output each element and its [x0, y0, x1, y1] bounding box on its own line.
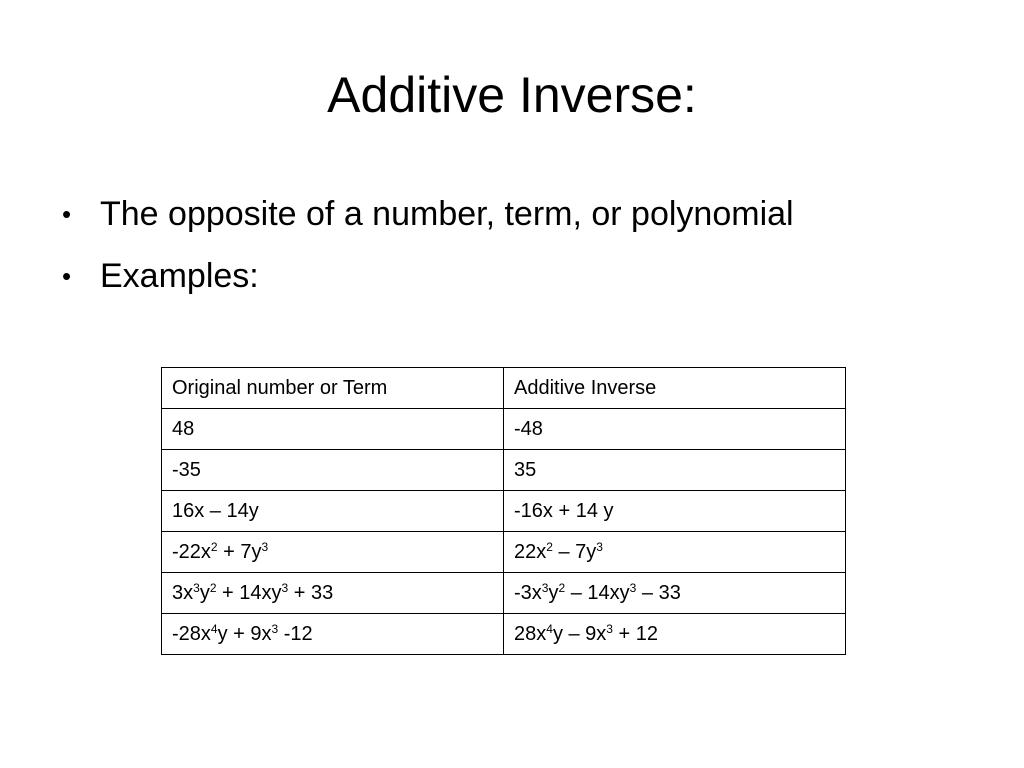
table-header-row	[162, 368, 846, 409]
term-text: 28x	[514, 622, 547, 645]
term-text: -35	[172, 458, 201, 481]
term-text: + 14xy	[216, 581, 282, 604]
term-text: -22x	[172, 540, 211, 563]
header-additive-inverse: Additive Inverse	[504, 368, 846, 409]
table-row	[162, 614, 846, 655]
term-text: – 33	[636, 581, 681, 604]
cell-additive-inverse	[504, 614, 846, 655]
table-row	[162, 532, 846, 573]
term-text: 35	[514, 458, 537, 481]
term-text: -48	[514, 417, 543, 440]
cell-additive-inverse	[504, 409, 846, 450]
exponent: 3	[629, 580, 637, 595]
term-text: -16x + 14 y	[514, 499, 614, 522]
exponent: 2	[210, 539, 218, 554]
cell-original	[162, 491, 504, 532]
term-text: 48	[172, 417, 195, 440]
cell-original	[162, 450, 504, 491]
exponent: 3	[271, 621, 279, 636]
bullet-text: The opposite of a number, term, or polynomial	[100, 195, 794, 233]
table-row	[162, 573, 846, 614]
table-row	[162, 450, 846, 491]
bullet-list	[62, 188, 802, 312]
cell-original	[162, 614, 504, 655]
term-text: 22x	[514, 540, 547, 563]
cell-additive-inverse	[504, 532, 846, 573]
term-text: + 12	[612, 622, 659, 645]
term-text: – 14xy	[565, 581, 630, 604]
term-text: -3x	[514, 581, 542, 604]
cell-additive-inverse	[504, 491, 846, 532]
exponent: 3	[541, 580, 549, 595]
cell-additive-inverse	[504, 450, 846, 491]
exponent: 2	[558, 580, 566, 595]
cell-original	[162, 409, 504, 450]
exponent: 2	[209, 580, 217, 595]
bullet-definition	[62, 188, 802, 240]
exponent: 3	[606, 621, 613, 636]
exponent: 2	[546, 539, 553, 554]
bullet-examples	[62, 250, 802, 302]
header-original: Original number or Term	[162, 368, 504, 409]
term-text: y	[548, 581, 559, 604]
term-text: y + 9x	[217, 622, 272, 645]
exponent: 3	[193, 580, 200, 595]
term-text: y	[199, 581, 210, 604]
term-text: + 7y	[217, 540, 262, 563]
exponent: 3	[261, 539, 269, 554]
cell-additive-inverse	[504, 573, 846, 614]
bullet-icon: •	[62, 261, 72, 291]
table-body	[162, 409, 846, 655]
exponent: 3	[596, 539, 603, 554]
term-text: + 33	[288, 581, 334, 604]
cell-original	[162, 532, 504, 573]
exponent: 4	[546, 621, 553, 636]
term-text: -28x	[172, 622, 211, 645]
exponent: 3	[281, 580, 289, 595]
term-text: -12	[278, 622, 313, 645]
examples-table	[161, 367, 846, 655]
table-row	[162, 491, 846, 532]
term-text: 3x	[172, 581, 194, 604]
term-text: y – 9x	[552, 622, 607, 645]
bullet-text: Examples:	[100, 257, 259, 295]
term-text: 16x – 14y	[172, 499, 259, 522]
exponent: 4	[210, 621, 218, 636]
bullet-icon: •	[62, 199, 72, 229]
table-row	[162, 409, 846, 450]
cell-original	[162, 573, 504, 614]
slide-title: Additive Inverse:	[327, 67, 697, 123]
term-text: – 7y	[552, 540, 597, 563]
